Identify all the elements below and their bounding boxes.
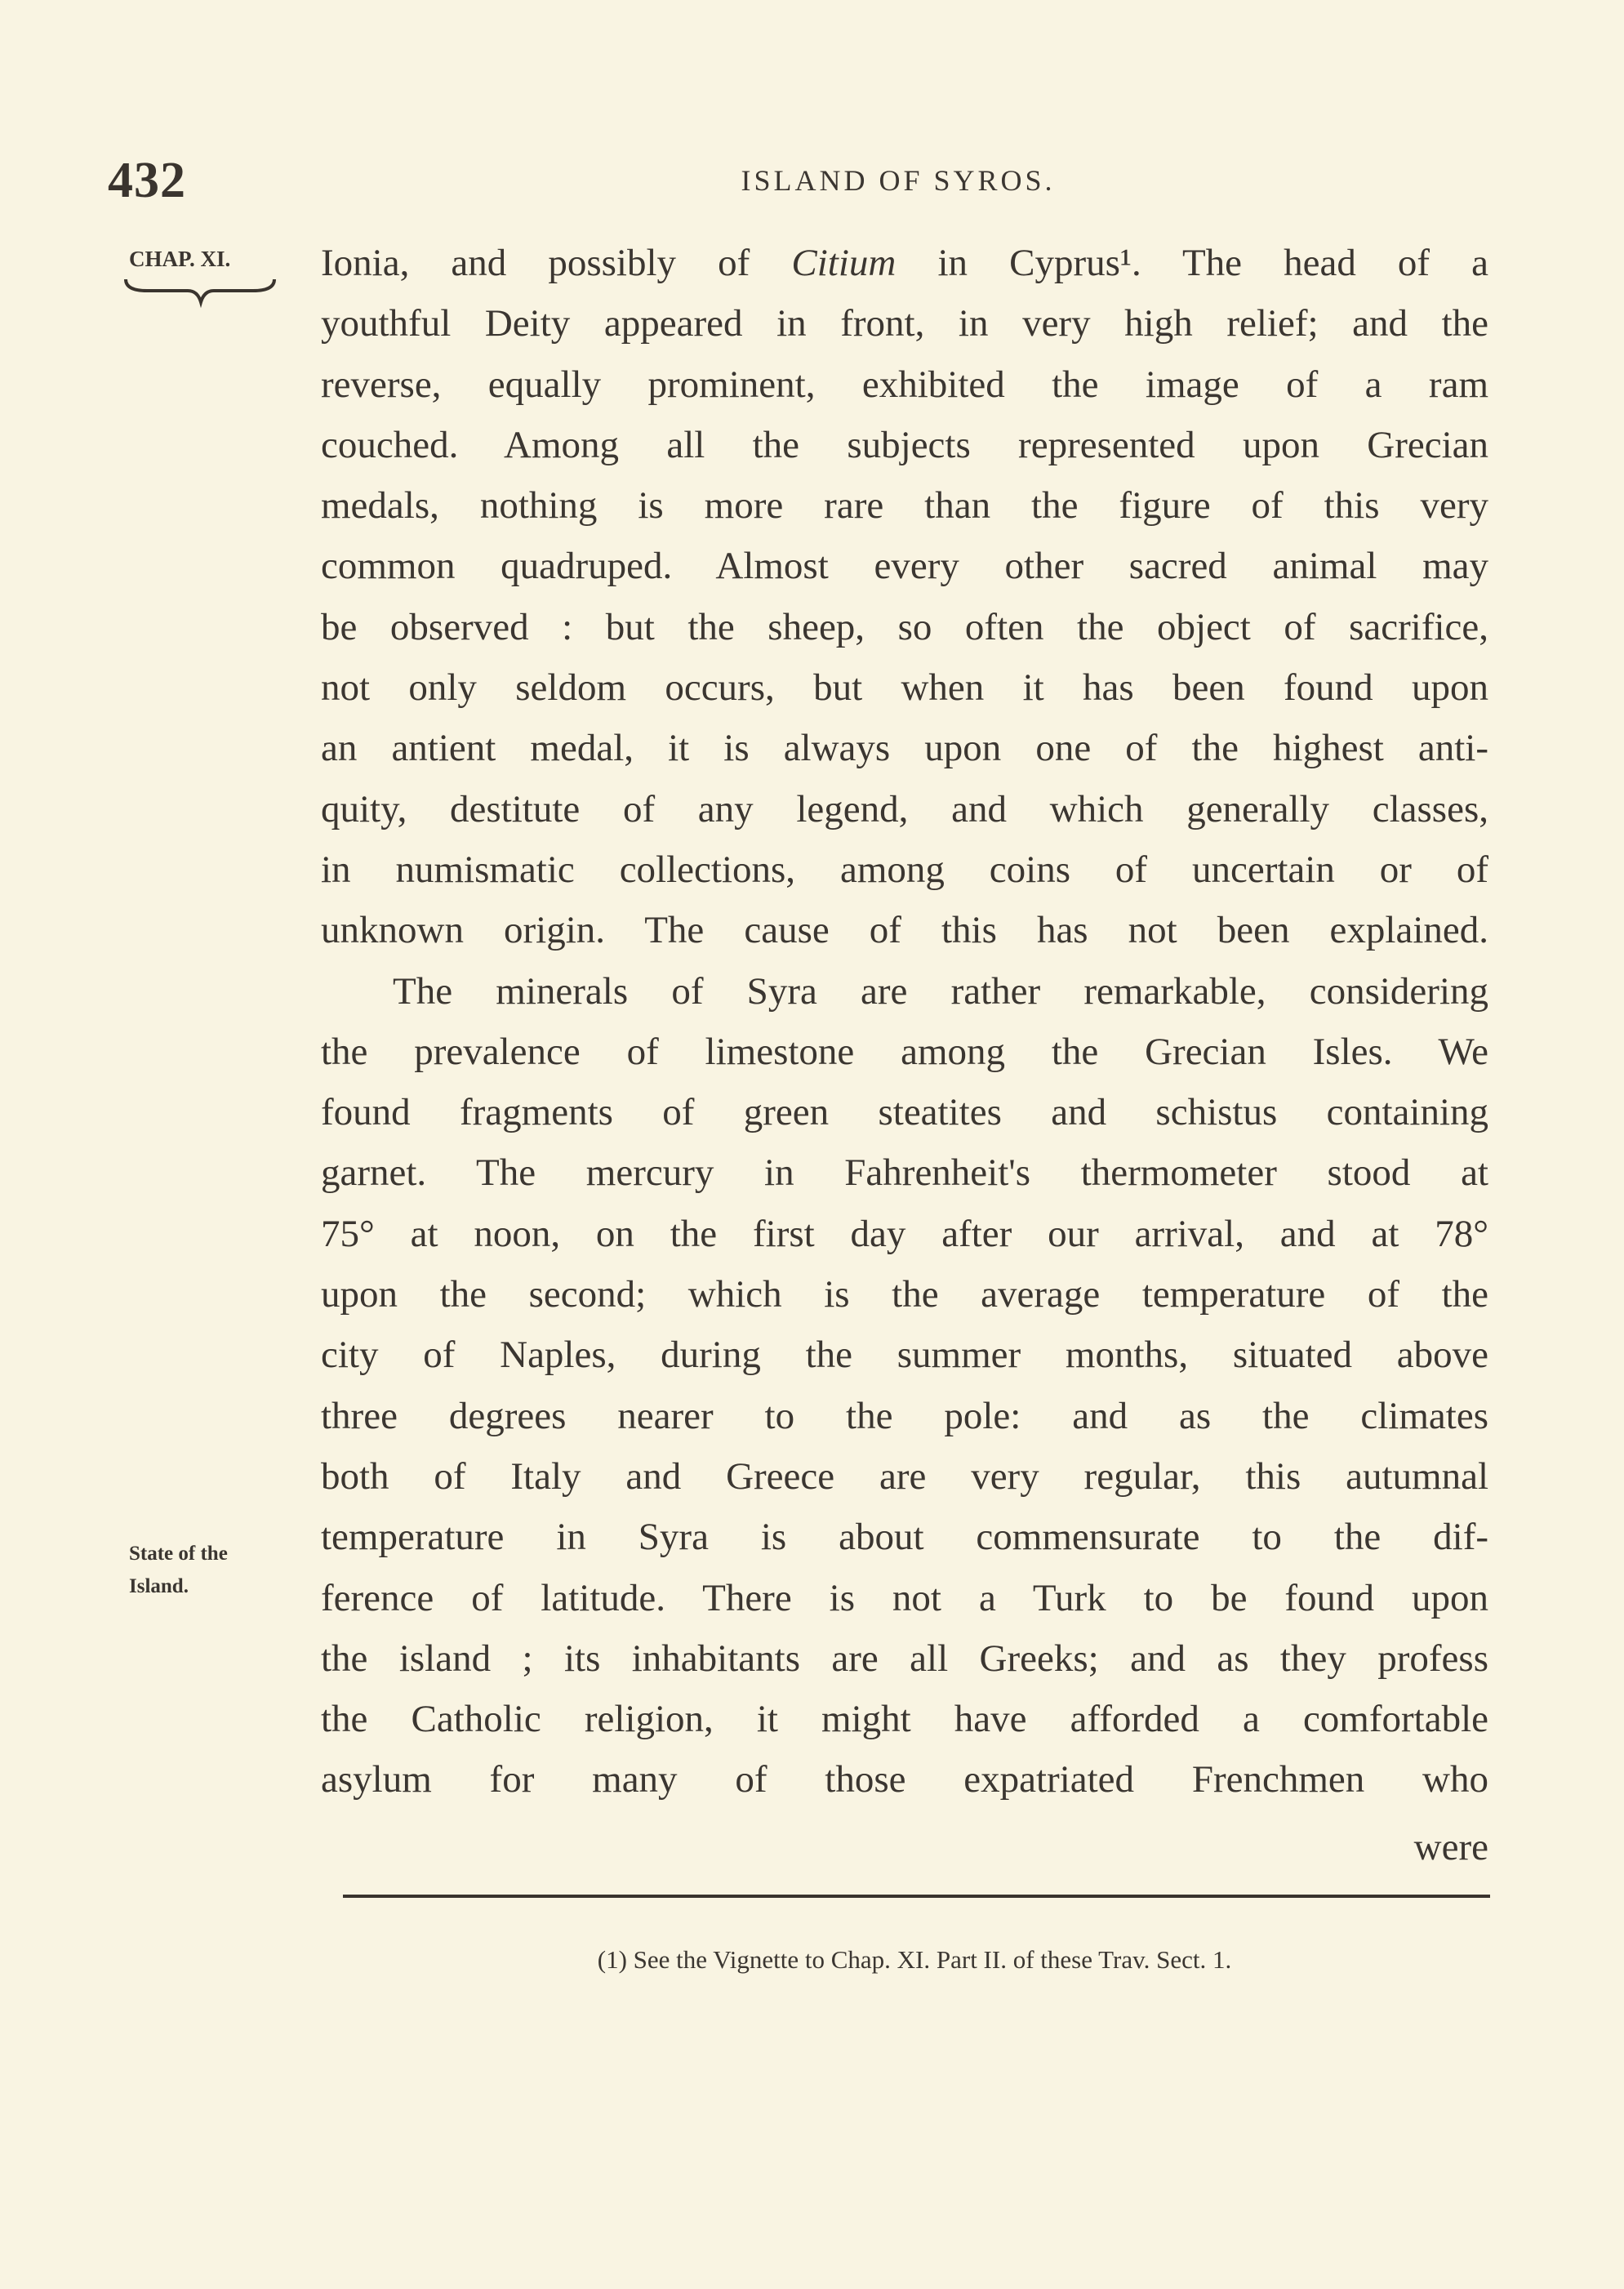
margin-chapter-label: CHAP. XI. <box>129 247 231 271</box>
margin-note-line: Island. <box>129 1575 189 1597</box>
text-line: quity, destitute of any legend, and which generally classes, <box>321 787 1488 831</box>
text-line: garnet. The mercury in Fahrenheit's thermometer stood at <box>321 1151 1488 1195</box>
text-line <box>321 233 1488 293</box>
text-fragment: in Cyprus¹. The head of a <box>937 242 1489 284</box>
text-line: city of Naples, during the summer months, situated above <box>321 1334 1488 1377</box>
text-line-paragraph-start: The minerals of Syra are rather remarkable, considering <box>393 969 1488 1013</box>
text-line: found fragments of green steatites and schistus containing <box>321 1091 1488 1134</box>
text-line: asylum for many of those expatriated Frenchmen who <box>321 1758 1488 1801</box>
text-line: common quadruped. Almost every other sacred animal may <box>321 545 1488 588</box>
text-line: both of Italy and Greece are very regular, this autumnal <box>321 1454 1488 1498</box>
text-line: in numismatic collections, among coins of uncertain or of <box>321 848 1488 891</box>
text-line: the Catholic religion, it might have afforded a comfortable <box>321 1698 1488 1741</box>
text-fragment: Ionia, and possibly of <box>321 242 750 284</box>
text-line: temperature in Syra is about commensurate to the dif- <box>321 1516 1488 1559</box>
text-line: unknown origin. The cause of this has not been explained. <box>321 909 1488 952</box>
margin-note-state <box>129 1538 228 1603</box>
brace-ornament-icon <box>122 278 278 310</box>
text-line: upon the second; which is the average temperature of the <box>321 1273 1488 1316</box>
text-line: reverse, equally prominent, exhibited the image of a ram <box>321 363 1488 406</box>
text-line: medals, nothing is more rare than the figure of this very <box>321 484 1488 528</box>
margin-note-line: State of the <box>129 1543 228 1565</box>
text-line: couched. Among all the subjects represented upon Grecian <box>321 423 1488 466</box>
catchword: were <box>1413 1825 1488 1868</box>
text-line: be observed : but the sheep, so often the object of sacrifice, <box>321 605 1488 648</box>
text-line: 75° at noon, on the first day after our arrival, and at 78° <box>321 1212 1488 1255</box>
page-number: 432 <box>108 153 186 208</box>
footnote-rule <box>343 1895 1490 1898</box>
italic-place-name: Citium <box>791 242 897 284</box>
text-line: ference of latitude. There is not a Turk to be found upon <box>321 1576 1488 1619</box>
text-line: not only seldom occurs, but when it has been found upon <box>321 666 1488 710</box>
footnote: (1) See the Vignette to Chap. XI. Part II. of these Trav. Sect. 1. <box>597 1945 1232 1974</box>
text-line: the prevalence of limestone among the Grecian Isles. We <box>321 1030 1488 1073</box>
text-line: youthful Deity appeared in front, in very high relief; and the <box>321 302 1488 345</box>
text-line: an antient medal, it is always upon one of the highest anti- <box>321 727 1488 770</box>
body-text <box>321 233 1488 1877</box>
text-line: the island ; its inhabitants are all Greeks; and as they profess <box>321 1637 1488 1680</box>
running-title: ISLAND OF SYROS. <box>741 164 1056 197</box>
text-line: three degrees nearer to the pole: and as the climates <box>321 1394 1488 1437</box>
